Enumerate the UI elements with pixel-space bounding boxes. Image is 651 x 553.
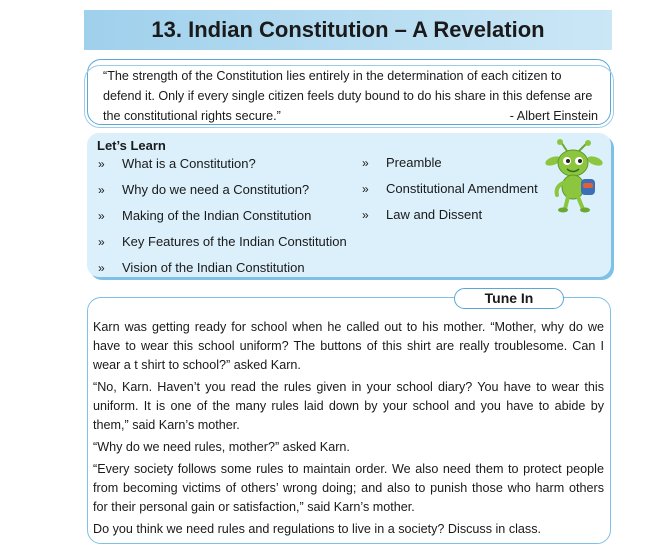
bullet-icon: » [362,208,369,222]
learn-list-column-1 [98,155,347,285]
paragraph: “Every society follows some rules to maintain order. We also need them to protect people from becoming victims of others’ wrong doing; and also to punish those who harm others for their personal gain or satisfaction,” said Karn’s mother. [93,462,604,514]
bullet-icon: » [98,261,105,275]
learn-item: » What is a Constitution? [98,155,347,181]
quote-box [87,59,611,125]
quote-line-2: defend it. Only if every single citizen feels duty bound to do his share in this defense are [103,89,593,103]
green-alien-mascot-icon [543,139,605,213]
learn-item: » Constitutional Amendment [362,180,538,206]
paragraph: Do you think we need rules and regulations to live in a society? Discuss in class. [93,522,542,536]
chapter-title-bar [84,10,612,50]
learn-item: » Preamble [362,154,538,180]
tune-in-label: Tune In [454,288,564,309]
bullet-icon: » [98,183,105,197]
chapter-title: 13. Indian Constitution – A Revelation [151,17,545,42]
paragraph: Karn was getting ready for school when he called out to his mother. “Mother, why do we have to wear this school uniform? The buttons of this shirt are really troublesome. Can I wear a t shirt to school?” asked Karn. [93,320,604,372]
learn-item: » Why do we need a Constitution? [98,181,347,207]
lets-learn-box [87,133,611,277]
paragraph: “No, Karn. Haven’t you read the rules given in your school diary? You have to wear this uniform. It is one of the many rules laid down by your school and you have to abide by them,” said Karn’s mother. [93,380,604,432]
quote-author: - Albert Einstein [509,109,598,123]
lets-learn-heading: Let’s Learn [97,138,166,153]
bullet-icon: » [362,156,369,170]
learn-item: » Law and Dissent [362,206,538,232]
tune-in-text [93,318,604,542]
bullet-icon: » [98,235,105,249]
bullet-icon: » [362,182,369,196]
learn-item: » Making of the Indian Constitution [98,207,347,233]
bullet-icon: » [98,157,105,171]
learn-item: » Vision of the Indian Constitution [98,259,347,285]
learn-list-column-2 [362,154,538,232]
bullet-icon: » [98,209,105,223]
quote-line-1: “The strength of the Constitution lies entirely in the determination of each citizen to [103,69,562,83]
learn-item: » Key Features of the Indian Constitution [98,233,347,259]
paragraph: “Why do we need rules, mother?” asked Karn. [93,440,350,454]
quote-line-3: the constitutional rights secure.” [103,109,281,123]
